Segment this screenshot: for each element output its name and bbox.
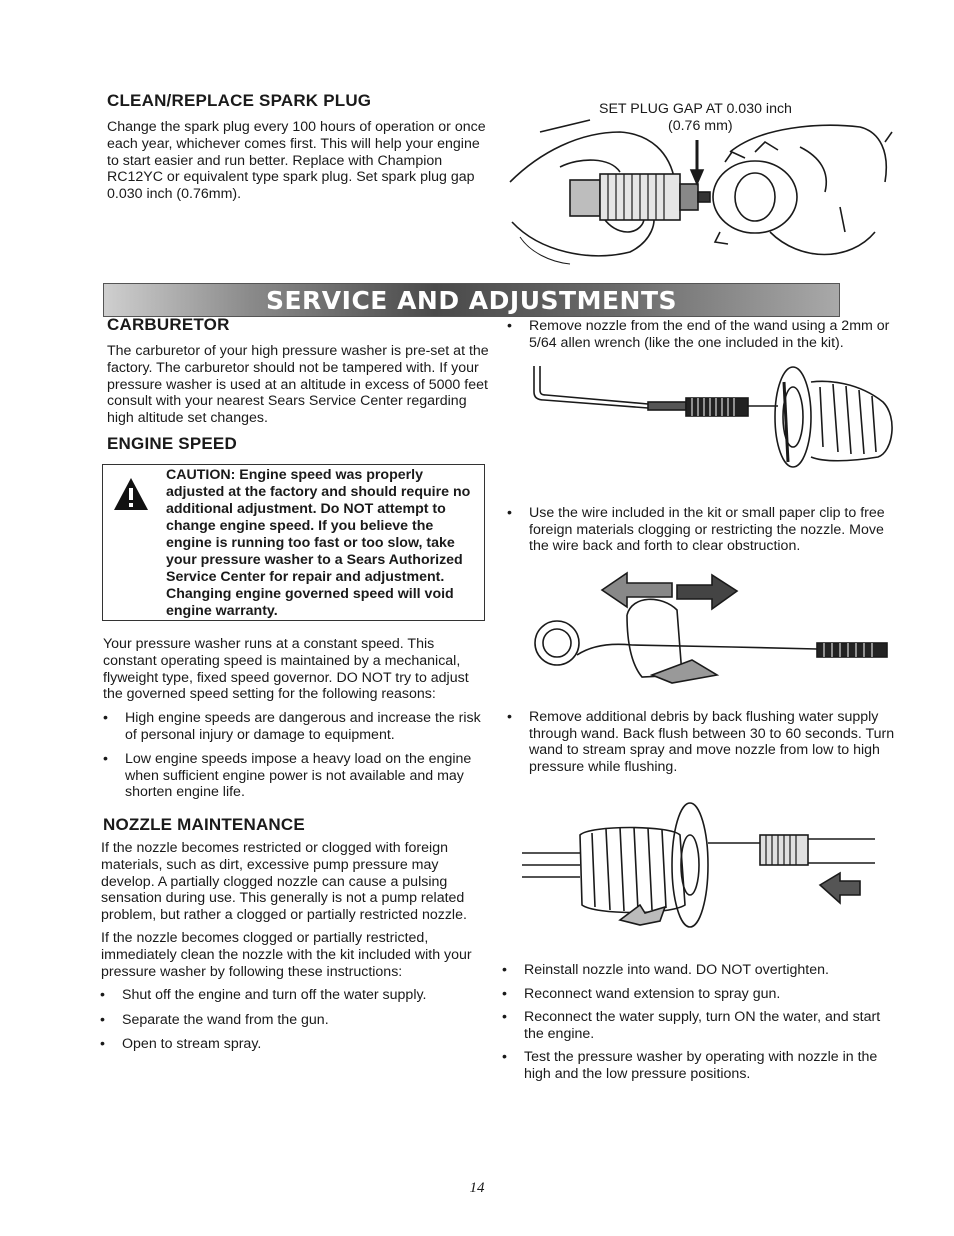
- list-item: • Reconnect the water supply, turn ON the water, and start the engine.: [500, 1009, 892, 1042]
- list-item: • Remove additional debris by back flushing water supply through wand. Back flush between 30 to 60 seconds. Turn wand to stream spray and move nozzle from low to high pressure while flushing.: [505, 709, 897, 775]
- caution-text: CAUTION: Engine speed was properly adjusted at the factory and should require no additional adjustment. Do NOT attempt to change engine speed. If you believe the engine is running too fast or too slow, take your pressure washer to a Sears Authorized Service Center for repair and adjustment. Changing engine governed speed will void engine warranty.: [166, 467, 471, 619]
- plug-gap-caption-1: SET PLUG GAP AT 0.030 inch: [599, 101, 792, 117]
- banner-title: SERVICE AND ADJUSTMENTS: [265, 286, 678, 315]
- wire-cleaning-illustration: [532, 565, 892, 690]
- back-flush-illustration: [520, 795, 880, 935]
- nozzle-heading: NOZZLE MAINTENANCE: [103, 815, 305, 834]
- list-item: • Test the pressure washer by operating with nozzle in the high and the low pressure positions.: [500, 1049, 892, 1082]
- carburetor-heading: CARBURETOR: [107, 315, 230, 334]
- spark-plug-illustration: [500, 112, 895, 272]
- spark-plug-body: Change the spark plug every 100 hours of operation or once each year, whichever comes first. This will help your engine to start easier and run better. Replace with Champion RC12YC or equivalent type spark plug. Set spark plug gap 0.030 inch (0.76mm).: [107, 119, 486, 203]
- list-item: • Reconnect wand extension to spray gun.: [500, 986, 892, 1003]
- list-item: • Shut off the engine and turn off the water supply.: [98, 987, 488, 1004]
- spark-plug-heading: CLEAN/REPLACE SPARK PLUG: [107, 91, 372, 110]
- allen-wrench-nozzle-illustration: [528, 362, 898, 472]
- plug-gap-caption-2: (0.76 mm): [668, 118, 733, 134]
- engine-speed-heading: ENGINE SPEED: [107, 434, 237, 453]
- step-back-flush: [505, 709, 897, 775]
- step-clear-wire: [505, 505, 897, 555]
- final-steps: [500, 962, 892, 1082]
- list-item: • High engine speeds are dangerous and increase the risk of personal injury or damage to equipment.: [101, 710, 486, 743]
- nozzle-body-1: If the nozzle becomes restricted or clogged with foreign materials, such as dirt, excessive pump pressure may develop. A partially clogged nozzle can cause a pulsing sensation during use. This generally is not a pump related problem, but rather a clogged or partially restricted nozzle.: [101, 840, 467, 924]
- list-item: • Low engine speeds impose a heavy load on the engine when sufficient engine power is not available and may shorten engine life.: [101, 751, 486, 801]
- list-item: • Open to stream spray.: [98, 1036, 488, 1053]
- list-item: • Remove nozzle from the end of the wand using a 2mm or 5/64 allen wrench (like the one included in the kit).: [505, 318, 895, 351]
- list-item: • Reinstall nozzle into wand. DO NOT overtighten.: [500, 962, 892, 979]
- page-number: 14: [469, 1180, 485, 1196]
- list-item: • Separate the wand from the gun.: [98, 1012, 488, 1029]
- nozzle-bullets: [98, 987, 488, 1053]
- engine-speed-body: Your pressure washer runs at a constant speed. This constant operating speed is maintained by a mechanical, flyweight type, fixed speed governor. DO NOT try to adjust the governed speed setting for the following reasons:: [103, 636, 469, 703]
- step-remove-nozzle: [505, 318, 895, 351]
- caution-box: [102, 464, 485, 621]
- engine-speed-bullets: [101, 710, 486, 801]
- warning-triangle-icon: [113, 477, 149, 511]
- list-item: • Use the wire included in the kit or small paper clip to free foreign materials clogging or restricting the nozzle. Move the wire back and forth to clear obstruction.: [505, 505, 897, 555]
- section-banner: [103, 283, 840, 317]
- carburetor-body: The carburetor of your high pressure washer is pre-set at the factory. The carburetor should not be tampered with. If your pressure washer is used at an altitude in excess of 5000 feet consult with your nearest Sears Service Center regarding high altitude set changes.: [107, 343, 489, 427]
- nozzle-body-2: If the nozzle becomes clogged or partially restricted, immediately clean the nozzle with the kit included with your pressure washer by following these instructions:: [101, 930, 472, 980]
